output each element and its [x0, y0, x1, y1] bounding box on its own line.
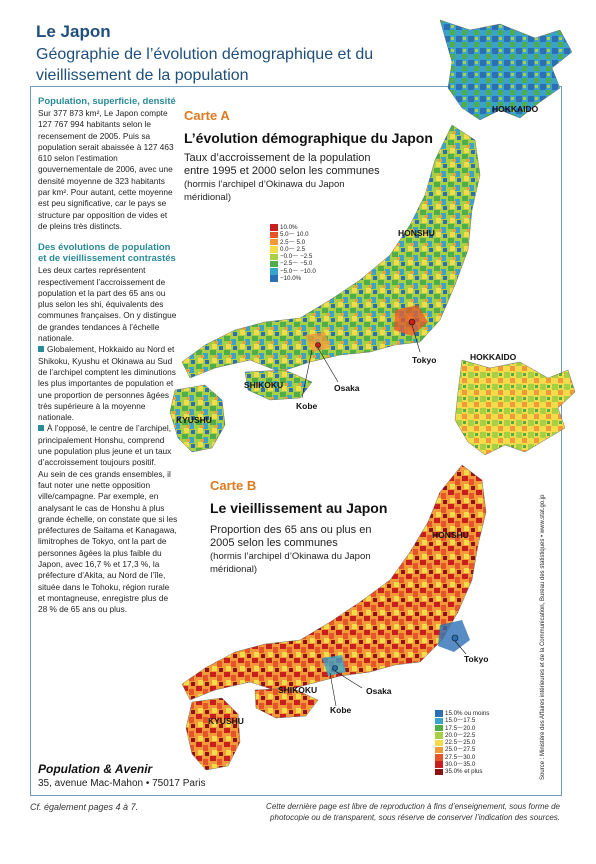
map-b-tokyo-dot — [452, 635, 458, 641]
map-a-legend-label: 5.0〜 10.0 — [280, 231, 309, 239]
publisher-address: 35, avenue Mac-Mahon • 75017 Paris — [38, 778, 206, 789]
map-a-label: Carte A — [184, 108, 230, 123]
map-b-legend-item — [435, 739, 489, 746]
map-a-place-kyushu: KYUSHU — [176, 415, 212, 425]
map-a-legend-label: 10.0% — [280, 224, 298, 231]
map-a-legend-item — [270, 253, 316, 260]
section1-heading: Population, superficie, densité — [38, 96, 176, 107]
see-also-note: Cf. également pages 4 à 7. — [30, 802, 139, 812]
map-b-title: Le vieillissement au Japon — [210, 500, 388, 516]
map-a-legend-swatch — [270, 239, 278, 246]
map-a-tokyo-dot — [409, 319, 415, 325]
map-b-legend-item — [435, 725, 489, 732]
map-a-legend-item — [270, 231, 316, 238]
map-b-legend-label: 25.0〜27.5 — [445, 746, 476, 754]
section2-heading: Des évolutions de population et de vieillissement contrastés — [38, 242, 176, 265]
map-a-place-osaka: Osaka — [334, 383, 360, 393]
map-a-legend-label: 2.5〜 5.0 — [280, 238, 306, 246]
map-a-note: (hormis l’archipel d’Okinawa du Japon méridional) — [184, 179, 345, 203]
map-a-legend-label: −10.0% — [280, 275, 302, 283]
map-b-legend-swatch — [435, 761, 443, 768]
map-b-legend-item — [435, 710, 489, 717]
map-b-legend-item — [435, 761, 489, 768]
map-b-legend-swatch — [435, 718, 443, 725]
map-a-legend-label: −2.5〜 −5.0 — [280, 260, 313, 268]
map-b-description — [210, 524, 390, 576]
map-a-place-tokyo: Tokyo — [412, 355, 437, 365]
map-a-description — [184, 152, 384, 204]
map-a-legend-item — [270, 275, 316, 282]
page-subtitle: Géographie de l’évolution démographique et du vieillissement de la population — [36, 46, 374, 84]
sidebar-text — [38, 96, 178, 625]
source-note: Source : Ministère des Affaires intérieures et de la Communication, Bureau des statistiques • www.stat.go.jp — [540, 494, 546, 780]
map-b-legend-label: 15.0% ou moins — [445, 710, 490, 717]
map-b-legend-swatch — [435, 747, 443, 754]
map-a-legend-swatch — [270, 224, 278, 231]
section1-text: Sur 377 873 km², Le Japon compte 127 767 994 habitants selon le recensement de 2005. Puis sa population serait abaissée à 127 463 610 selon l’estimation gouvernementale de 2006, avec une densité moyenne de 323 habitants par km². Pour autant, cette moyenne est peu significative, car le pays se structure par opposition de vides et de pleins très distincts. — [38, 108, 174, 231]
map-b-legend-swatch — [435, 769, 443, 776]
map-b-legend-label: 22.5〜25.0 — [445, 739, 476, 747]
map-a-legend-item — [270, 260, 316, 267]
map-b-legend-swatch — [435, 725, 443, 732]
map-b-place-hokkaido: HOKKAIDO — [470, 352, 517, 362]
reproduction-note: Cette dernière page est libre de reproduction à fins d’enseignement, sous forme de photocopie ou de transparent, sous réserve de conserver l’indication des sources. — [266, 802, 560, 822]
bullet-square-icon — [38, 346, 44, 352]
map-b-legend-label: 15.0〜17.5 — [445, 717, 476, 725]
section2-text2: Globalement, Hokkaido au Nord et Shikoku, Kyushu et Okinawa au Sud de l’archipel comptent les diminutions les plus importantes de population et une proportion de personnes âgées très supérieure à la moyenne nationale. — [38, 344, 176, 423]
section2-paragraph2 — [38, 344, 178, 423]
map-b-legend-item — [435, 746, 489, 753]
map-b-legend-item — [435, 754, 489, 761]
map-b-place-tokyo: Tokyo — [464, 654, 489, 664]
map-a-legend-label: −0.0〜 −2.5 — [280, 253, 313, 261]
map-b-osaka-dot — [333, 666, 338, 671]
map-b-legend-item — [435, 732, 489, 739]
map-b-kyushu — [186, 698, 240, 770]
map-a-legend — [270, 224, 316, 282]
map-b-place-kyushu: KYUSHU — [208, 716, 244, 726]
map-a-legend-item — [270, 239, 316, 246]
map-a-legend-swatch — [270, 275, 278, 282]
map-a-osaka-dot — [316, 343, 321, 348]
map-b-legend-label: 30.0〜35.0 — [445, 761, 476, 769]
section2-text3: À l’opposé, le centre de l’archipel, principalement Honshu, comprend une population plus jeune et un taux d’accroissement toujours positif. — [38, 423, 172, 468]
map-a-legend-label: 0.0〜 2.5 — [280, 245, 306, 253]
map-b-place-honshu: HONSHU — [432, 530, 469, 540]
page-title: Le Japon — [36, 22, 111, 41]
map-b-legend-swatch — [435, 710, 443, 717]
map-b-legend-label: 20.0〜22.5 — [445, 731, 476, 739]
map-b-legend-label: 27.5〜30.0 — [445, 753, 476, 761]
map-b-legend-swatch — [435, 740, 443, 747]
map-a-legend-swatch — [270, 268, 278, 275]
map-b-place-kobe: Kobe — [330, 705, 352, 715]
map-a-place-shikoku: SHIKOKU — [244, 380, 284, 390]
map-b-hokkaido — [455, 360, 575, 455]
map-a-legend-swatch — [270, 254, 278, 261]
map-b-legend-swatch — [435, 732, 443, 739]
map-b-legend-item — [435, 717, 489, 724]
map-b-label: Carte B — [210, 478, 257, 493]
map-a-legend-item — [270, 224, 316, 231]
map-b-legend-item — [435, 768, 489, 775]
map-a-legend-swatch — [270, 232, 278, 239]
section2-text4: Au sein de ces grands ensembles, il faut noter une nette opposition ville/campagne. Par exemple, en analysant le cas de Honshu à plus grande échelle, on constate que si les préfectures de Saitama et Kanagawa, limitrophes de Tokyo, ont la part de personnes âgées la plus faible du Japon, avec 16,7 % et 17,3 %, la préfecture d’Akita, au Nord de l’île, située dans le Tohoku, région rurale et montagneuse, enregistre plus de 28 % de 65 ans ou plus. — [38, 468, 178, 615]
map-a-desc: Taux d’accroissement de la population entre 1995 et 2000 selon les communes — [184, 152, 380, 177]
map-b-legend-label: 35.0% et plus — [445, 768, 483, 776]
map-b-place-osaka: Osaka — [366, 686, 392, 696]
map-a-legend-item — [270, 246, 316, 253]
map-b-legend-swatch — [435, 754, 443, 761]
map-a-place-hokkaido: HOKKAIDO — [492, 104, 539, 114]
map-a-legend-swatch — [270, 246, 278, 253]
section2-paragraph3 — [38, 423, 178, 468]
bullet-square-icon — [38, 425, 44, 431]
map-b-legend-label: 17.5〜20.0 — [445, 724, 476, 732]
map-a-legend-swatch — [270, 261, 278, 268]
map-b-note: (hormis l’archipel d’Okinawa du Japon méridional) — [210, 551, 371, 575]
map-b-desc: Proportion des 65 ans ou plus en 2005 selon les communes — [210, 524, 372, 549]
map-b-legend — [435, 710, 489, 776]
map-b-place-shikoku: SHIKOKU — [278, 685, 318, 695]
map-a-legend-item — [270, 268, 316, 275]
section2-text1: Les deux cartes représentent respectivement l’accroissement de population et la part des 65 ans ou plus selon les shi, équivalents des communes françaises. On y distingue de grandes tendances à l’échelle nationale. — [38, 265, 177, 344]
map-a-place-honshu: HONSHU — [398, 228, 435, 238]
map-a-title: L’évolution démographique du Japon — [184, 130, 433, 146]
publisher-name: Population & Avenir — [38, 762, 153, 776]
map-a-place-kobe: Kobe — [296, 401, 318, 411]
map-a-legend-label: −5.0〜 −10.0 — [280, 267, 316, 275]
